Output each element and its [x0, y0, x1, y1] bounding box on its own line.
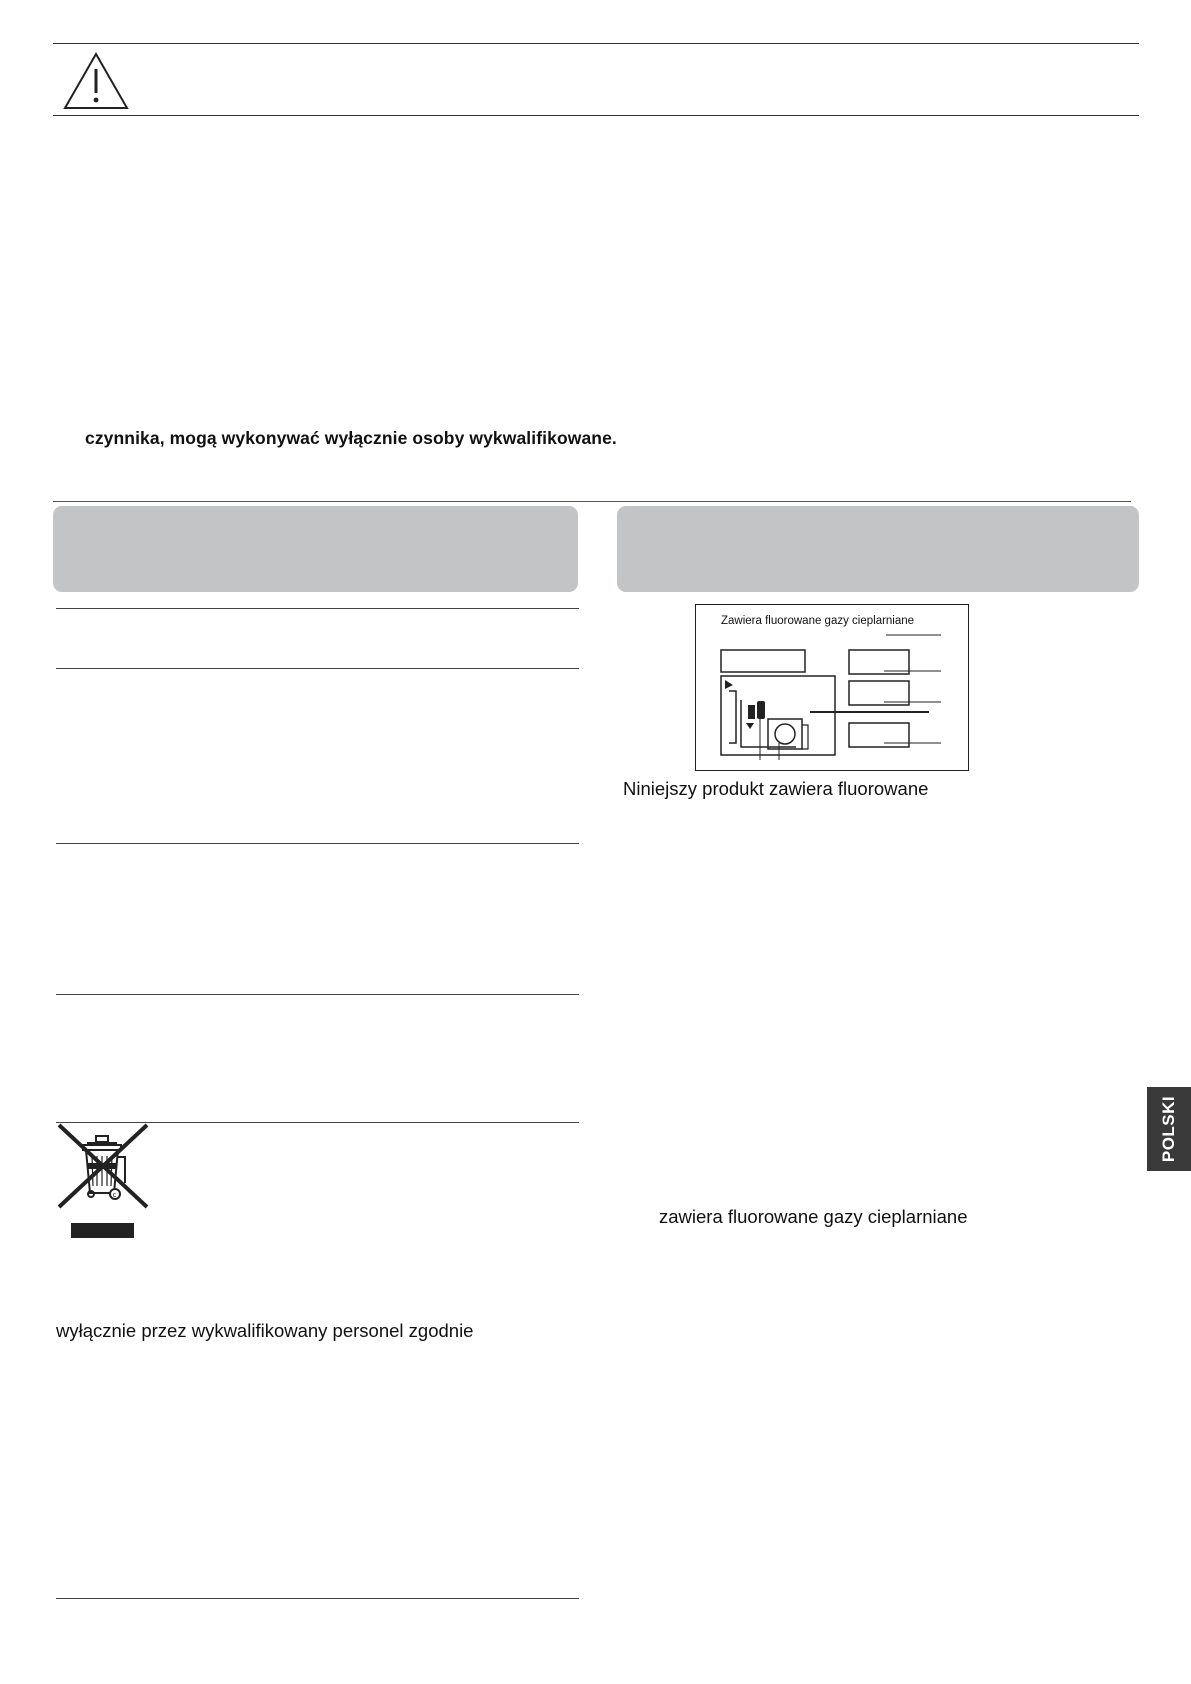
warning-top-rule [53, 43, 1139, 44]
fgas-label-graphic [696, 605, 968, 770]
left-section-header [53, 506, 578, 592]
section-divider [53, 501, 1131, 502]
left-rule-6 [56, 1598, 579, 1599]
warning-bottom-rule [53, 115, 1139, 116]
left-rule-4 [56, 994, 579, 995]
svg-text:c: c [112, 1191, 117, 1199]
right-paragraph-fragment-1: Niniejszy produkt zawiera fluorowane [623, 778, 929, 799]
left-rule-1 [56, 608, 579, 609]
warning-text: czynnika, mogą wykonywać wyłącznie osoby wykwalifikowane. [85, 428, 617, 448]
warning-triangle-icon [62, 51, 130, 111]
left-rule-2 [56, 668, 579, 669]
fgas-label-diagram [695, 604, 969, 771]
left-rule-3 [56, 843, 579, 844]
right-paragraph-fragment-2: zawiera fluorowane gazy cieplarniane [659, 1206, 968, 1227]
fgas-label-title: Zawiera fluorowane gazy cieplarniane [721, 615, 915, 627]
language-tab-label: POLSKI [1159, 1095, 1178, 1163]
left-paragraph-fragment: wyłącznie przez wykwalifikowany personel zgodnie [56, 1320, 474, 1341]
right-section-header [617, 506, 1139, 592]
crossed-out-wheelie-bin-icon [55, 1123, 151, 1241]
language-tab [1147, 1087, 1191, 1171]
